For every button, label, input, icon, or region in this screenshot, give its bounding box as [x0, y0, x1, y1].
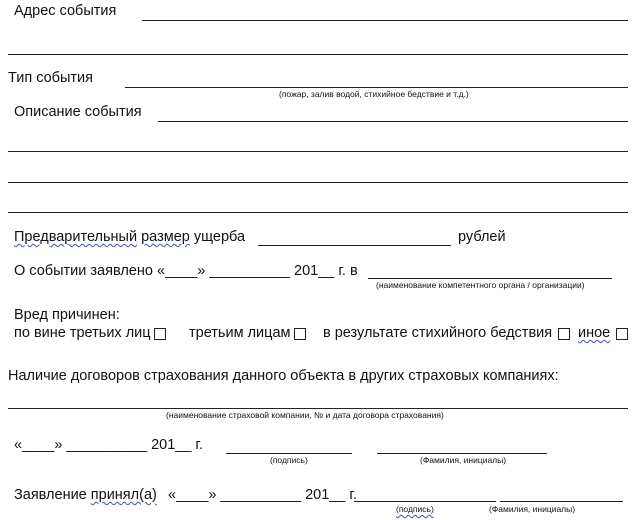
description-label: Описание события [14, 104, 142, 120]
harm-option-label: третьим лицам [189, 325, 291, 341]
reported-text: О событии заявлено «____» __________ 201__ г. в [14, 263, 358, 279]
harm-option-label: иное [578, 325, 611, 341]
signature-name-field-line[interactable] [377, 453, 547, 454]
harm-heading: Вред причинен: [14, 307, 120, 323]
signature-name-hint: (Фамилия, инициалы) [420, 455, 507, 465]
accepted-label-word: принял(а) [90, 487, 157, 503]
harm-option-checkbox[interactable] [154, 328, 166, 340]
accepted-name-field-line[interactable] [500, 501, 623, 502]
damage-label-word1: Предварительный [14, 229, 138, 245]
harm-option-checkbox[interactable] [294, 328, 306, 340]
reported-hint: (наименование компетентного органа / организации) [376, 280, 585, 290]
event-type-hint: (пожар, залив водой, стихийное бедствие и т.д.) [279, 89, 469, 99]
description-field-line-4[interactable] [8, 212, 628, 213]
harm-option-checkbox[interactable] [616, 328, 628, 340]
event-type-label: Тип события [8, 70, 93, 86]
description-field-line-3[interactable] [8, 182, 628, 183]
other-contracts-label: Наличие договоров страхования данного объекта в других страховых компаниях: [8, 368, 559, 384]
accepted-signature-field-line[interactable] [354, 501, 496, 502]
harm-option-label: по вине третьих лиц [14, 325, 151, 341]
damage-amount-field-line[interactable] [258, 245, 451, 246]
damage-unit: рублей [458, 229, 506, 245]
accepted-date: «____» __________ 201__ г. [168, 487, 357, 503]
signature-hint: (подпись) [270, 455, 308, 465]
event-type-field-line[interactable] [125, 87, 628, 88]
accepted-name-hint: (Фамилия, инициалы) [489, 504, 576, 514]
signature-date: «____» __________ 201__ г. [14, 437, 203, 453]
accepted-label-prefix: Заявление [14, 487, 87, 503]
signature-field-line[interactable] [226, 453, 352, 454]
damage-label [14, 229, 245, 246]
description-field-line-2[interactable] [8, 151, 628, 152]
other-contracts-field-line[interactable] [8, 408, 628, 409]
reported-authority-field-line[interactable] [368, 278, 612, 279]
address-field-line-1[interactable] [142, 20, 628, 21]
damage-label-word2: размер [141, 229, 190, 245]
address-field-line-2[interactable] [8, 54, 628, 55]
description-field-line-1[interactable] [158, 121, 628, 122]
address-label: Адрес события [14, 3, 117, 19]
damage-label-rest: ущерба [193, 229, 246, 245]
accepted-signature-hint: (подпись) [396, 504, 434, 514]
accepted-label [14, 487, 157, 504]
other-contracts-hint: (наименование страховой компании, № и дата договора страхования) [166, 410, 444, 420]
harm-option-checkbox[interactable] [558, 328, 570, 340]
harm-option-label: в результате стихийного бедствия [323, 325, 553, 341]
